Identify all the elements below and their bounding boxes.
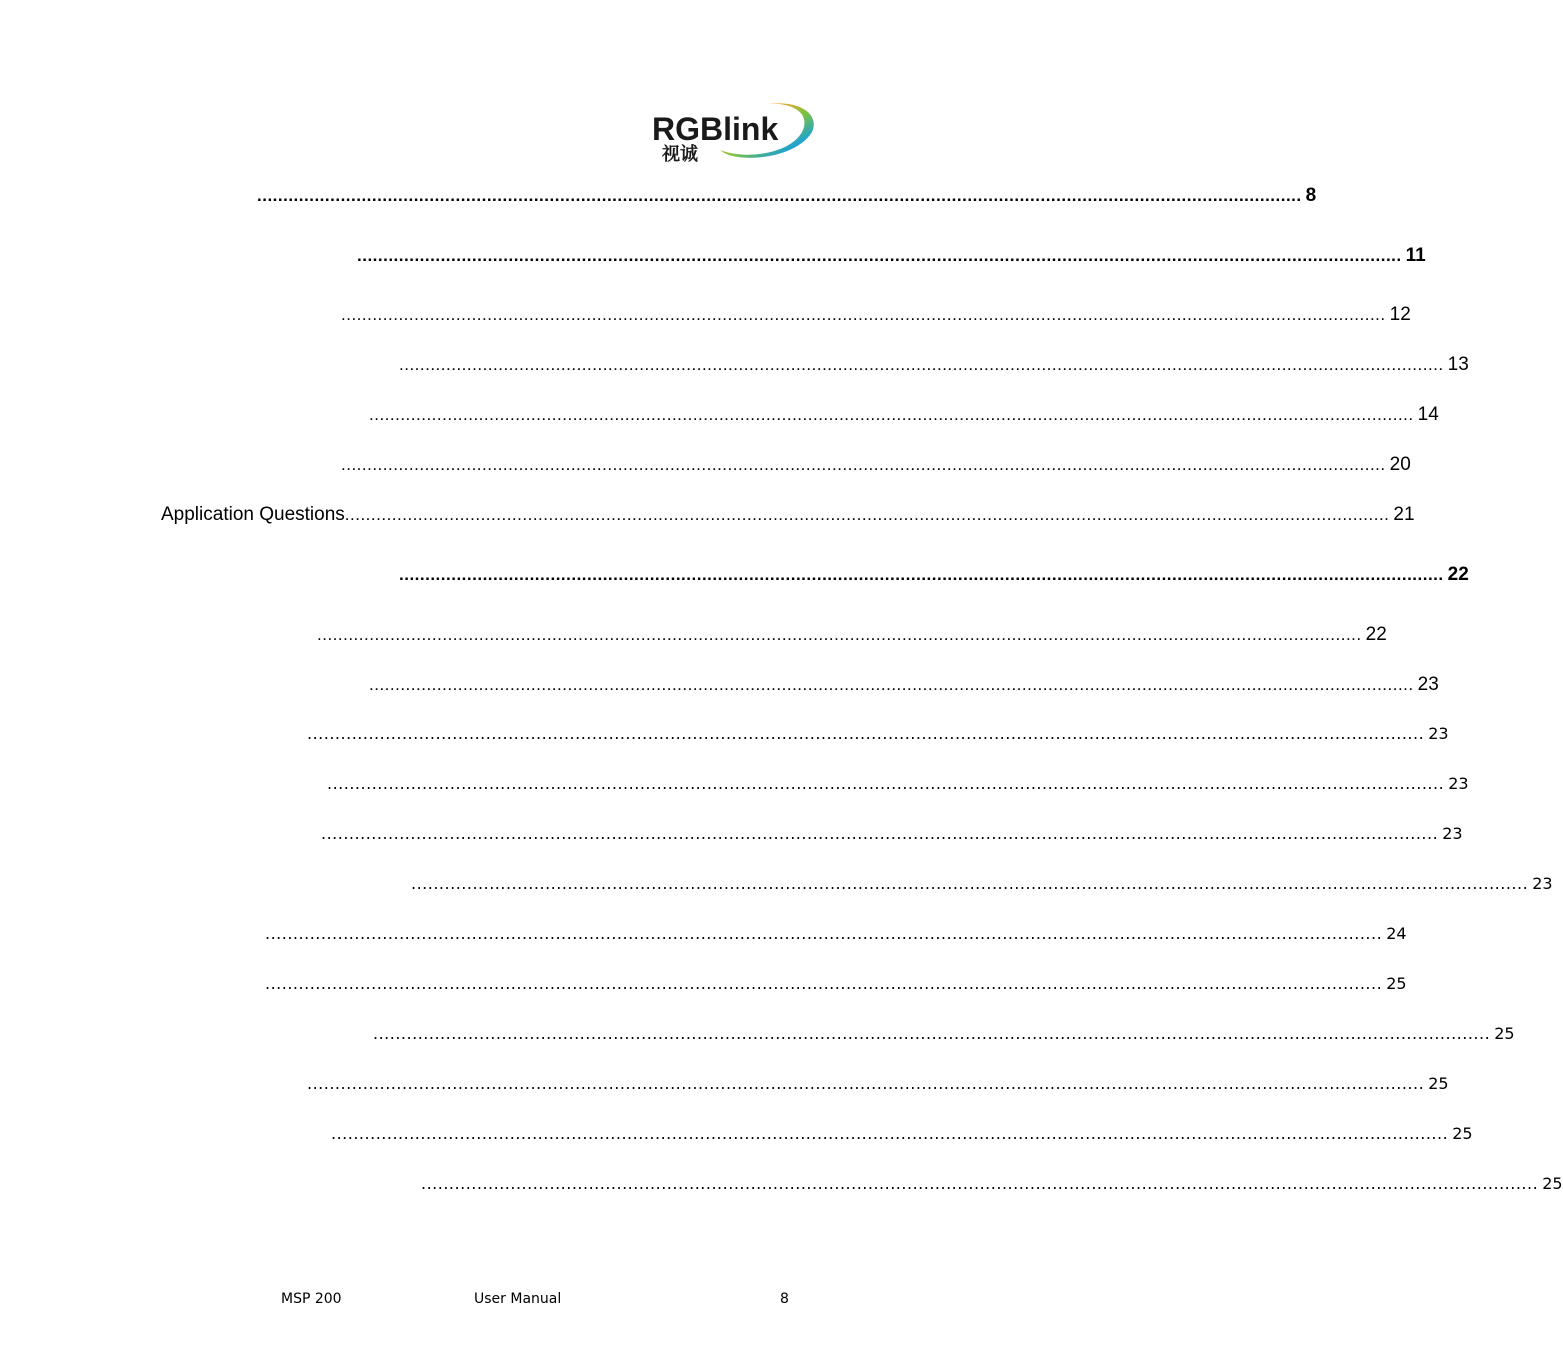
toc-entry[interactable] (317, 624, 1387, 654)
toc-entry[interactable] (399, 564, 1469, 594)
toc-entry-page: 14 (1417, 404, 1439, 425)
toc-dot-leader: ........................................................................................................................................................................................................ (321, 824, 1439, 843)
toc-entry-page: 20 (1389, 454, 1411, 475)
toc-entry-page: 23 (1448, 774, 1469, 793)
toc-entry-page: 25 (1542, 1174, 1563, 1193)
toc-dot-leader: ........................................................................................................................................................................................................ (307, 1074, 1425, 1093)
toc-entry-page: 23 (1428, 724, 1449, 743)
toc-entry[interactable] (341, 454, 1411, 484)
logo-chinese: 视诚 (662, 144, 698, 165)
toc-entry[interactable] (327, 774, 1469, 804)
toc-dot-leader: ........................................................................................................................................................................................................ (265, 924, 1383, 943)
footer-product: MSP 200 (281, 1291, 342, 1307)
toc-dot-leader: ........................................................................................................................................................................................................ (317, 625, 1362, 644)
footer-doc-title: User Manual (474, 1291, 562, 1307)
toc-entry[interactable] (265, 924, 1407, 954)
logo-brand: RGBlink (652, 111, 779, 147)
toc-entry[interactable] (257, 185, 1317, 215)
toc-entry[interactable] (341, 304, 1411, 334)
toc-dot-leader: ........................................................................................................................................................................................................ (344, 505, 1390, 524)
toc-entry-page: 13 (1447, 354, 1469, 375)
toc-entry[interactable] (373, 1024, 1515, 1054)
toc-entry[interactable] (369, 404, 1439, 434)
toc-entry-page: 22 (1447, 564, 1469, 585)
toc-dot-leader: ........................................................................................................................................................................................................ (421, 1174, 1539, 1193)
toc-entry-page: 25 (1386, 974, 1407, 993)
toc-dot-leader: ........................................................................................................................................................................................................ (265, 974, 1383, 993)
toc-dot-leader: ........................................................................................................................................................................................................ (341, 305, 1386, 324)
toc-dot-leader: ........................................................................................................................................................................................................ (373, 1024, 1491, 1043)
toc-dot-leader: ........................................................................................................................................................................................................ (399, 565, 1444, 584)
toc-entry[interactable] (265, 974, 1407, 1004)
toc-dot-leader: ........................................................................................................................................................................................................ (369, 675, 1414, 694)
toc-entry[interactable] (331, 1124, 1473, 1154)
toc-entry[interactable] (411, 874, 1553, 904)
toc-entry[interactable] (161, 504, 1415, 534)
toc-entry-page: 23 (1532, 874, 1553, 893)
toc-entry[interactable] (357, 245, 1426, 275)
toc-entry-page: 25 (1452, 1124, 1473, 1143)
toc-dot-leader: ........................................................................................................................................................................................................ (331, 1124, 1449, 1143)
toc-entry-page: 8 (1305, 185, 1317, 206)
toc-entry-page: 23 (1442, 824, 1463, 843)
toc-entry[interactable] (307, 1074, 1449, 1104)
toc-dot-leader: ........................................................................................................................................................................................................ (369, 405, 1414, 424)
toc-entry[interactable] (399, 354, 1469, 384)
toc-dot-leader: ........................................................................................................................................................................................................ (411, 874, 1529, 893)
toc-dot-leader: ........................................................................................................................................................................................................ (399, 355, 1444, 374)
toc-entry-page: 21 (1393, 504, 1415, 525)
toc-dot-leader: ........................................................................................................................................................................................................ (307, 724, 1425, 743)
toc-entry-page: 12 (1389, 304, 1411, 325)
toc-dot-leader: ........................................................................................................................................................................................................ (327, 774, 1445, 793)
toc-dot-leader: ........................................................................................................................................................................................................ (341, 455, 1386, 474)
footer-page-number: 8 (780, 1291, 789, 1307)
toc-entry[interactable] (369, 674, 1439, 704)
toc-entry[interactable] (307, 724, 1449, 754)
rgblink-logo (650, 98, 818, 166)
toc-entry-page: 11 (1405, 245, 1426, 266)
toc-entry-page: 22 (1365, 624, 1387, 645)
toc-entry-page: 25 (1494, 1024, 1515, 1043)
toc-dot-leader: ........................................................................................................................................................................................................ (257, 186, 1302, 205)
toc-entry[interactable] (421, 1174, 1563, 1204)
toc-entry-page: 25 (1428, 1074, 1449, 1093)
toc-entry[interactable] (321, 824, 1463, 854)
toc-entry-page: 24 (1386, 924, 1407, 943)
toc-entry-page: 23 (1417, 674, 1439, 695)
toc-entry-title: Application Questions (161, 504, 345, 525)
toc-dot-leader: ........................................................................................................................................................................................................ (357, 246, 1402, 265)
